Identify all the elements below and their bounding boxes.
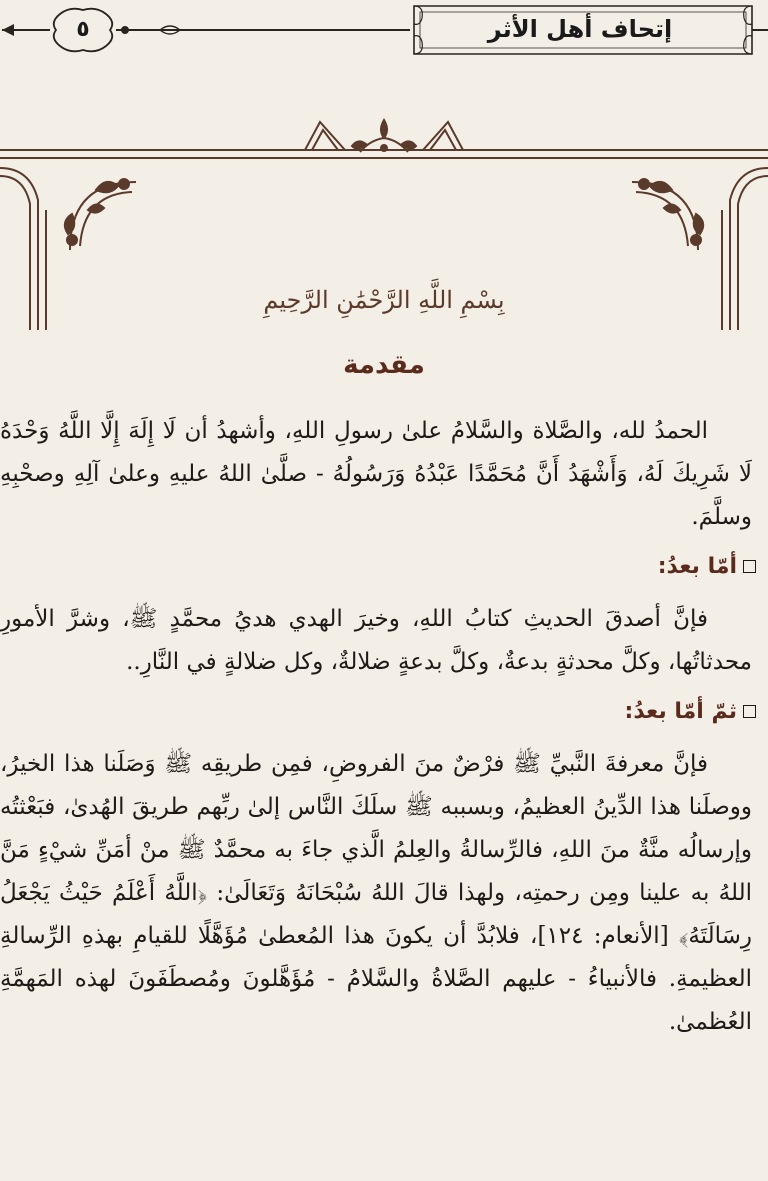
section-1-paragraph: فإنَّ أصدقَ الحديثِ كتابُ اللهِ، وخيرَ الهدي هديُ محمَّدٍ ﷺ، وشرَّ الأمورِ محدثاتُها، وكلَّ محدثةٍ بدعةٌ، وكلَّ بدعةٍ ضلالةٌ، وكل ضلالةٍ في النَّارِ.. [0,606,752,675]
intro-paragraph: الحمدُ لله، والصَّلاة والسَّلامُ علىٰ رسولِ اللهِ، وأشهدُ أن لَا إِلَهَ إِلَّا اللَّهُ وَحْدَهُ لَا شَرِيكَ لَهُ، وَأَشْهَدُ أَنَّ مُحَمَّدًا عَبْدُهُ وَرَسُولُهُ - صلَّىٰ اللهُ عليهِ وعلىٰ آلِهِ وصحْبِهِ وسلَّمَ. [0,418,752,530]
square-bullet-icon [743,560,756,573]
section-2-paragraph: فإنَّ معرفةَ النَّبيِّ ﷺ فرْضٌ منَ الفروضِ، فمِن طريقِه ﷺ وَصَلَنا هذا الخيرُ، ووصلَنا هذا الدِّينُ العظيمُ، وبسببه ﷺ سلَكَ النَّاس إلىٰ ربِّهم طريقَ الهُدىٰ، فبَعْثتُه وإرسالُه منَّةٌ منَ اللهِ، فالرِّسالةُ والعِلمُ الَّذي جاءَ به محمَّدٌ ﷺ منْ أمَنِّ شيْءٍ مَنَّ اللهُ به علينا ومِن رحمتِه، ولهذا قالَ اللهُ سُبْحَانَهُ وَتَعَالَىٰ: ﴿اللَّهُ أَعْلَمُ حَيْثُ يَجْعَلُ رِسَالَتَهُ﴾ [الأنعام: ١٢٤]، فلابُدَّ أن يكونَ هذا المُعطىٰ مُؤَهَّلًا للقيامِ بهذهِ الرِّسالةِ العظيمةِ. فالأنبياءُ - عليهم الصَّلاةُ والسَّلامُ - مُؤَهَّلونَ ومُصطَفَونَ لهذه المَهمَّةِ العُظمىٰ. [0,751,753,1035]
section-title-2-text: ثمّ أمّا بعدُ: [624,699,737,724]
book-title: إتحاف أهل الأثر [487,15,673,43]
section-heading: مقدمة [343,350,425,380]
basmala: بِسْمِ اللَّهِ الرَّحْمَٰنِ الرَّحِيمِ [263,286,505,314]
section-title-1-text: أمّا بعدُ: [657,554,737,579]
page-number: ٥ [76,16,90,42]
section-title-1 [0,545,760,588]
square-bullet-icon [743,705,756,718]
text-body [0,410,760,1044]
section-title-2 [0,690,760,733]
